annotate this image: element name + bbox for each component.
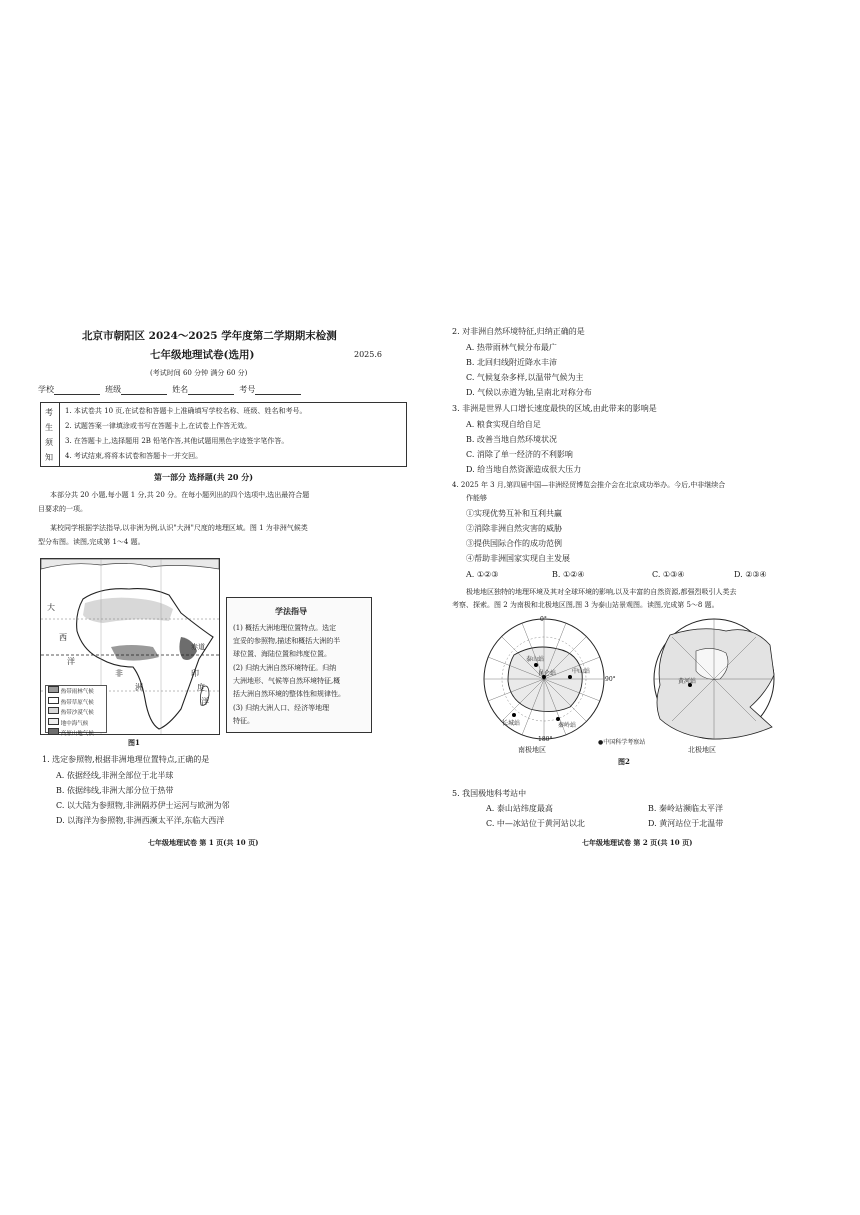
method-guide-box bbox=[226, 597, 372, 733]
method-line: (1) 概括大洲地理位置特点。选定 bbox=[233, 624, 337, 632]
station-label: 长城站 bbox=[502, 720, 521, 727]
option[interactable]: B. 改善当地自然环境状况 bbox=[466, 435, 557, 444]
page-footer: 七年级地理试卷 第 2 页(共 10 页) bbox=[582, 838, 693, 847]
legend-item: 地中海气候 bbox=[48, 718, 106, 729]
station-label: 秦岭站 bbox=[558, 722, 577, 729]
station-label: 泰山站 bbox=[526, 656, 545, 663]
option[interactable]: B. 北回归线附近降水丰沛 bbox=[466, 358, 557, 367]
map-label: 洋 bbox=[67, 657, 75, 666]
q4-item: ③提供国际合作的成功范例 bbox=[466, 539, 562, 548]
option[interactable]: D. 黄河站位于北温带 bbox=[648, 819, 724, 828]
question-5-stem: 5. 我国极地科考站中 bbox=[452, 789, 527, 798]
legend-item: 高原山地气候 bbox=[48, 728, 106, 739]
map-label: 印 bbox=[191, 669, 199, 678]
option[interactable]: A. ①②③ bbox=[466, 570, 499, 579]
option[interactable]: D. 以海洋为参照物,非洲西濒太平洋,东临大西洋 bbox=[56, 816, 225, 825]
legend-item: 热带沙漠气候 bbox=[48, 707, 106, 718]
question-stem: 某校同学根据学法指导,以非洲为例,认识"大洲"尺度的地理区域。图 1 为非洲气候类 bbox=[50, 524, 308, 532]
exam-subtitle: 七年级地理试卷(选用) bbox=[150, 349, 255, 361]
notice-item: 1. 本试卷共 10 页,在试卷和答题卡上准确填写学校名称、班级、姓名和考号。 bbox=[65, 407, 307, 415]
section-intro: 本部分共 20 小题,每小题 1 分,共 20 分。在每小题列出的四个选项中,选出最符合题 bbox=[50, 491, 310, 499]
option[interactable]: B. 秦岭站濒临太平洋 bbox=[648, 804, 723, 813]
north-pole-map bbox=[654, 619, 774, 739]
notice-item: 3. 在答题卡上,选择题用 2B 铅笔作答,其他试题用黑色字迹签字笔作答。 bbox=[65, 437, 289, 445]
field-class: 班级 bbox=[105, 385, 122, 394]
polar-maps bbox=[474, 615, 824, 765]
method-line: (2) 归纳大洲自然环境特征。归纳 bbox=[233, 664, 337, 672]
exam-date: 2025.6 bbox=[354, 350, 382, 359]
north-map-label: 北极地区 bbox=[688, 746, 716, 754]
id-input[interactable] bbox=[255, 385, 301, 395]
tick-label: 0° bbox=[540, 616, 547, 623]
legend-item: 热带雨林气候 bbox=[48, 686, 106, 697]
option[interactable]: A. 泰山站纬度最高 bbox=[486, 804, 553, 813]
option[interactable]: A. 粮食实现自给自足 bbox=[466, 420, 541, 429]
option[interactable]: C. 中—冰站位于黄河站以北 bbox=[486, 819, 585, 828]
right-page bbox=[452, 325, 827, 855]
africa-climate-map bbox=[40, 558, 220, 735]
map-legend bbox=[45, 685, 107, 737]
legend-item: 热带草原气候 bbox=[48, 697, 106, 708]
question-1-stem: 1. 选定参照物,根据非洲地理位置特点,正确的是 bbox=[42, 755, 210, 764]
method-line: 宜妥的参照物,描述和概括大洲的半 bbox=[233, 637, 341, 645]
map-label: 洋 bbox=[201, 697, 209, 706]
section-intro: 考察、探索。图 2 为南极和北极地区图,图 3 为泰山站景观图。读图,完成第 5～8 题。 bbox=[452, 601, 719, 609]
class-input[interactable] bbox=[121, 385, 167, 395]
south-map-label: 南极地区 bbox=[518, 746, 546, 754]
station-label: 中山站 bbox=[572, 668, 591, 675]
section-intro: 极地地区独特的地理环境及其对全球环境的影响,以及丰富的自然资源,都强烈吸引人类去 bbox=[466, 588, 737, 596]
notice-item: 2. 试题答案一律填涂或书写在答题卡上,在试卷上作答无效。 bbox=[65, 422, 252, 430]
option[interactable]: C. 以大陆为参照物,非洲隔苏伊士运河与欧洲为邻 bbox=[56, 801, 230, 810]
school-input[interactable] bbox=[54, 385, 100, 395]
option[interactable]: B. 依据纬线,非洲大部分位于热带 bbox=[56, 786, 174, 795]
info-fields bbox=[38, 385, 301, 395]
field-id: 考号 bbox=[239, 385, 256, 394]
map-label: 洲 bbox=[135, 683, 143, 692]
q4-item: ①实现优势互补和互利共赢 bbox=[466, 509, 562, 518]
name-input[interactable] bbox=[188, 385, 234, 395]
notice-box bbox=[40, 402, 407, 467]
section-title: 第一部分 选择题(共 20 分) bbox=[154, 472, 254, 482]
question-4-stem: 4. 2025 年 3 月,第四届中国—非洲经贸博览会推介会在北京成功举办。今后,中非继续合 bbox=[452, 481, 726, 489]
tick-label: 180° bbox=[538, 736, 553, 743]
method-line: 特征。 bbox=[233, 717, 254, 725]
q4-item: ④帮助非洲国家实现自主发展 bbox=[466, 554, 570, 563]
time-info: (考试时间 60 分钟 满分 60 分) bbox=[150, 369, 248, 377]
method-title: 学法指导 bbox=[275, 606, 307, 616]
station-label: 黄河站 bbox=[678, 678, 697, 685]
map-label: 赤道 bbox=[191, 643, 205, 651]
figure-caption: 图2 bbox=[618, 757, 630, 766]
method-line: 括大洲自然环境的整体性和规律性。 bbox=[233, 690, 345, 698]
option[interactable]: D. 给当地自然资源造成很大压力 bbox=[466, 465, 582, 474]
section-intro: 目要求的一项。 bbox=[38, 505, 87, 513]
field-school: 学校 bbox=[38, 385, 54, 394]
figure-caption: 图1 bbox=[128, 738, 140, 747]
option[interactable]: C. 消除了单一经济的不利影响 bbox=[466, 450, 573, 459]
method-line: 球位置、海陆位置和纬度位置。 bbox=[233, 650, 331, 658]
method-line: 大洲地形、气候等自然环境特征,概 bbox=[233, 677, 341, 685]
map-label: 西 bbox=[59, 633, 67, 642]
option[interactable]: B. ①②④ bbox=[552, 570, 585, 579]
q4-item: ②消除非洲自然灾害的威胁 bbox=[466, 524, 562, 533]
map-label: 度 bbox=[197, 683, 205, 692]
map-legend: ●中国科学考察站 bbox=[598, 739, 646, 746]
option[interactable]: C. ①③④ bbox=[652, 570, 685, 579]
question-stem: 型分布图。读图,完成第 1～4 题。 bbox=[38, 538, 145, 546]
field-name: 姓名 bbox=[172, 385, 189, 394]
page-footer: 七年级地理试卷 第 1 页(共 10 页) bbox=[148, 838, 259, 847]
question-3-stem: 3. 非洲是世界人口增长速度最快的区域,由此带来的影响是 bbox=[452, 404, 657, 413]
exam-title: 北京市朝阳区 2024～2025 学年度第二学期期末检测 bbox=[82, 330, 337, 342]
option[interactable]: A. 热带雨林气候分布最广 bbox=[466, 343, 557, 352]
method-line: (3) 归纳大洲人口、经济等地理 bbox=[233, 704, 330, 712]
option[interactable]: A. 依据经线,非洲全部位于北半球 bbox=[56, 771, 174, 780]
left-page bbox=[38, 325, 410, 855]
question-2-stem: 2. 对非洲自然环境特征,归纳正确的是 bbox=[452, 327, 585, 336]
station-label: 昆仑站 bbox=[538, 670, 557, 677]
option[interactable]: C. 气候复杂多样,以温带气候为主 bbox=[466, 373, 584, 382]
option[interactable]: D. ②③④ bbox=[734, 570, 767, 579]
question-4-stem: 作能够 bbox=[466, 494, 487, 502]
notice-item: 4. 考试结束,将将本试卷和答题卡一并交回。 bbox=[65, 452, 203, 460]
tick-label: 90° bbox=[605, 676, 616, 683]
polar-maps-svg bbox=[474, 615, 824, 745]
map-label: 非 bbox=[115, 669, 123, 678]
option[interactable]: D. 气候以赤道为轴,呈南北对称分布 bbox=[466, 388, 592, 397]
notice-side: 考 生 须 知 bbox=[41, 403, 60, 466]
map-label: 大 bbox=[47, 603, 55, 612]
